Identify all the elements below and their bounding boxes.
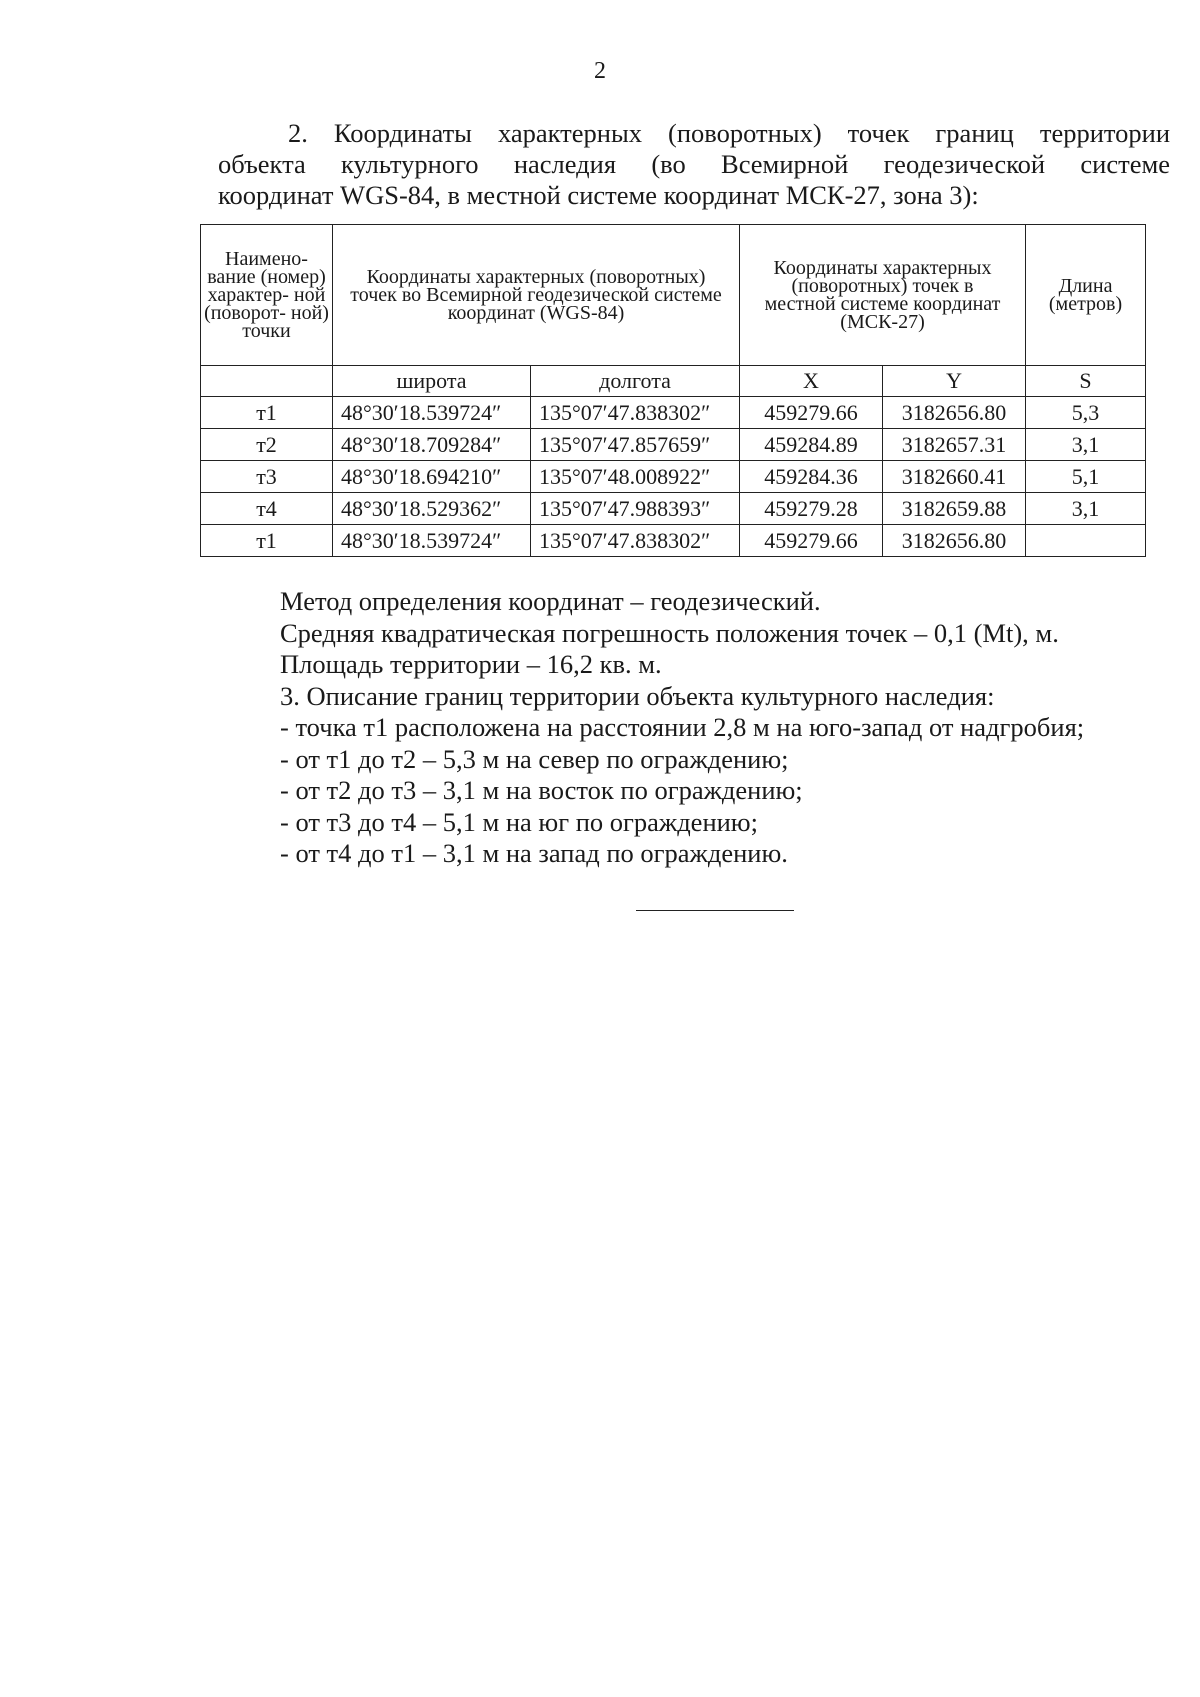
cell-latitude: 48°30′18.539724″ (333, 525, 531, 557)
notes-block (280, 586, 1180, 870)
description-title: 3. Описание границ территории объекта культурного наследия: (280, 680, 995, 711)
cell-x: 459284.36 (740, 461, 883, 493)
table-row (201, 493, 1146, 525)
cell-y: 3182659.88 (883, 493, 1026, 525)
cell-y: 3182656.80 (883, 397, 1026, 429)
cell-length (1026, 525, 1146, 557)
heading-line-3: координат WGS-84, в местной системе координат МСК-27, зона 3): (218, 180, 979, 210)
cell-longitude: 135°07′47.988393″ (531, 493, 740, 525)
table-row (201, 461, 1146, 493)
heading-line-1: 2. Координаты характерных (поворотных) точек границ территории (288, 118, 1170, 148)
error-line: Средняя квадратическая погрешность положения точек – 0,1 (Mt), м. (280, 617, 1059, 648)
cell-longitude: 135°07′48.008922″ (531, 461, 740, 493)
cell-length: 3,1 (1026, 429, 1146, 461)
subheader-point-blank (201, 366, 333, 397)
header-point-name: Наимено- вание (номер) характер- ной (поворот- ной) точки (201, 225, 333, 366)
description-item: - от т4 до т1 – 3,1 м на запад по ограждению. (280, 838, 788, 868)
header-length: Длина (метров) (1026, 225, 1146, 366)
cell-y: 3182656.80 (883, 525, 1026, 557)
area-line: Площадь территории – 16,2 кв. м. (280, 649, 662, 679)
cell-point: т1 (201, 397, 333, 429)
header-msk-coordinates: Координаты характерных (поворотных) точек в местной системе координат (МСК-27) (740, 225, 1026, 366)
heading-line-2: объекта культурного наследия (во Всемирной геодезической системе (218, 149, 1170, 179)
page-number: 2 (594, 58, 606, 84)
cell-y: 3182660.41 (883, 461, 1026, 493)
cell-x: 459284.89 (740, 429, 883, 461)
cell-length: 5,3 (1026, 397, 1146, 429)
description-item: - от т2 до т3 – 3,1 м на восток по ограждению; (280, 775, 803, 805)
cell-point: т3 (201, 461, 333, 493)
subheader-y: Y (883, 366, 1026, 397)
table-row (201, 525, 1146, 557)
subheader-latitude: широта (333, 366, 531, 397)
cell-latitude: 48°30′18.709284″ (333, 429, 531, 461)
cell-length: 5,1 (1026, 461, 1146, 493)
cell-latitude: 48°30′18.694210″ (333, 461, 531, 493)
subheader-longitude: долгота (531, 366, 740, 397)
cell-length: 3,1 (1026, 493, 1146, 525)
section-heading (218, 118, 1170, 211)
header-wgs-coordinates: Координаты характерных (поворотных) точек во Всемирной геодезической системе координат (WGS-84) (333, 225, 740, 366)
cell-y: 3182657.31 (883, 429, 1026, 461)
cell-latitude: 48°30′18.539724″ (333, 397, 531, 429)
table-row (201, 429, 1146, 461)
cell-point: т2 (201, 429, 333, 461)
table-row (201, 397, 1146, 429)
cell-point: т1 (201, 525, 333, 557)
subheader-x: X (740, 366, 883, 397)
description-item: - точка т1 расположена на расстоянии 2,8 м на юго-запад от надгробия; (280, 712, 1085, 742)
cell-point: т4 (201, 493, 333, 525)
cell-x: 459279.66 (740, 525, 883, 557)
cell-longitude: 135°07′47.857659″ (531, 429, 740, 461)
method-line: Метод определения координат – геодезический. (280, 586, 821, 616)
cell-x: 459279.66 (740, 397, 883, 429)
cell-x: 459279.28 (740, 493, 883, 525)
cell-latitude: 48°30′18.529362″ (333, 493, 531, 525)
cell-longitude: 135°07′47.838302″ (531, 397, 740, 429)
subheader-s: S (1026, 366, 1146, 397)
description-item: - от т1 до т2 – 5,3 м на север по ограждению; (280, 743, 789, 774)
coordinates-table (200, 224, 1146, 557)
description-item: - от т3 до т4 – 5,1 м на юг по ограждению; (280, 806, 758, 837)
cell-longitude: 135°07′47.838302″ (531, 525, 740, 557)
end-divider (636, 910, 794, 911)
